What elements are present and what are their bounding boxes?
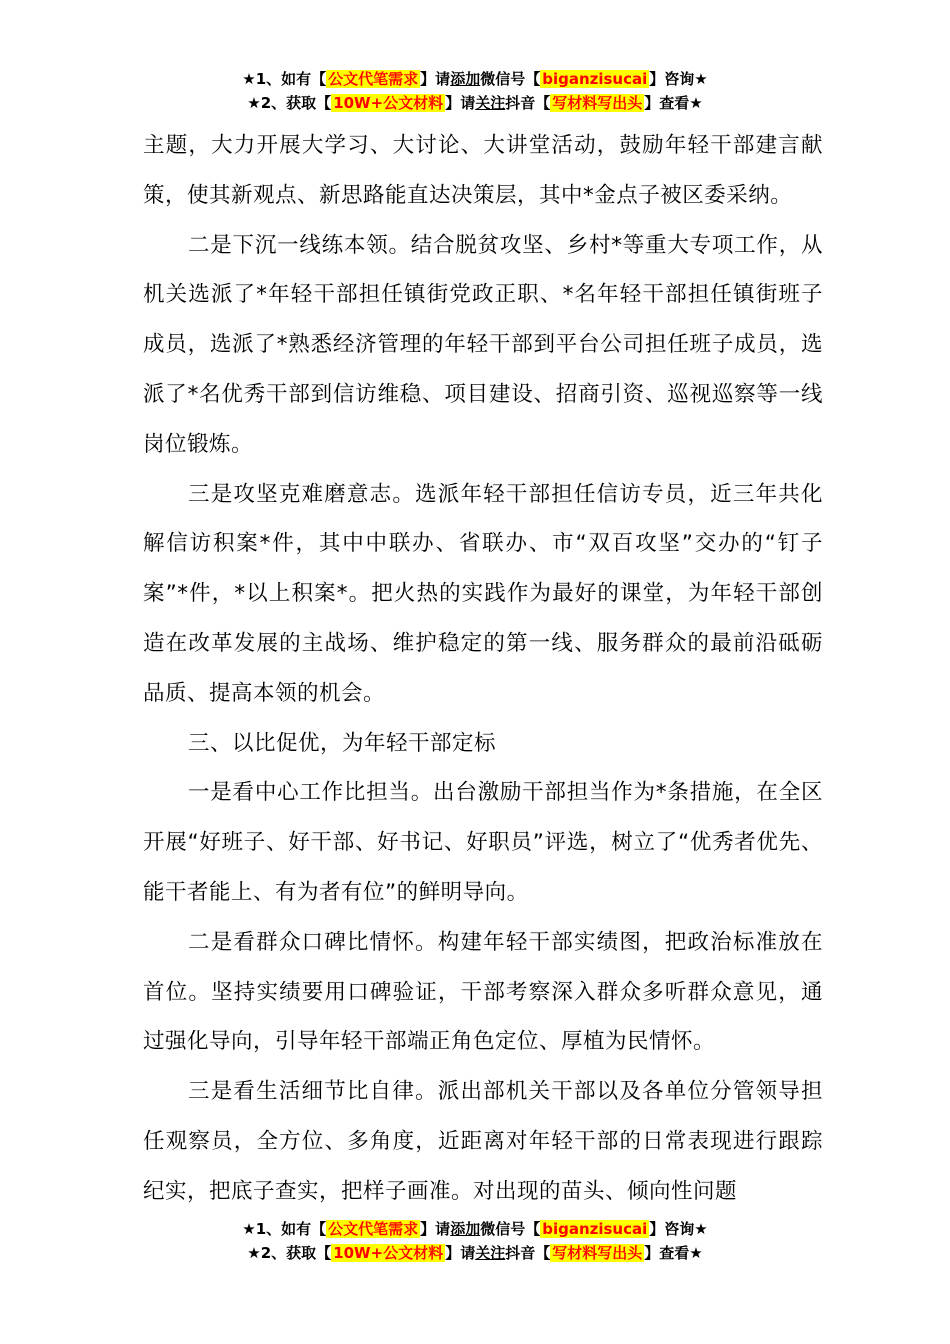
banner-highlight: biganzisucai [542,1220,648,1238]
banner-highlight: 公文代笔需求 [328,1220,419,1238]
banner-text: ★2、获取【 [247,94,332,112]
banner-text: 】请 [420,70,451,88]
banner-highlight: 写材料写出头 [552,1244,643,1262]
banner-underlined: 关注 [475,94,506,112]
banner-line-1 [0,1217,950,1241]
banner-text: ★2、获取【 [247,1244,332,1262]
paragraph: 二是看群众口碑比情怀。构建年轻干部实绩图，把政治标准放在首位。坚持实绩要用口碑验证，干部考察深入群众多听群众意见，通过强化导向，引导年轻干部端正角色定位、厚植为民情怀。 [143,929,823,1055]
banner-text: 微信号【 [480,1220,541,1238]
banner-underlined: 添加 [450,70,481,88]
banner-text: 】请 [445,94,476,112]
paragraph: 三是攻坚克难磨意志。选派年轻干部担任信访专员，近三年共化解信访积案*件，其中中联办、省联办、市“双百攻坚”交办的“钉子案”*件，*以上积案*。把火热的实践作为最好的课堂，为年轻干部创造在改革发展的主战场、维护稳定的第一线、服务群众的最前沿砥砺品质、提高本领的机会。 [143,481,823,706]
document-body [143,121,823,1217]
banner-text: 】查看★ [644,1244,703,1262]
banner-text: ★1、如有【 [242,1220,327,1238]
banner-line-1 [0,67,950,91]
banner-text: 抖音【 [505,1244,551,1262]
banner-highlight: 写材料写出头 [552,94,643,112]
paragraph: 二是下沉一线练本领。结合脱贫攻坚、乡村*等重大专项工作，从机关选派了*年轻干部担任镇街党政正职、*名年轻干部担任镇街班子成员，选派了*熟悉经济管理的年轻干部到平台公司担任班子成员，选派了*名优秀干部到信访维稳、项目建设、招商引资、巡视巡察等一线岗位锻炼。 [143,232,823,457]
banner-text: 抖音【 [505,94,551,112]
banner-highlight: 10W+公文材料 [333,1244,444,1262]
banner-line-2 [0,91,950,115]
banner-highlight: biganzisucai [542,70,648,88]
banner-text: 】咨询★ [649,1220,708,1238]
banner-highlight: 10W+公文材料 [333,94,444,112]
banner-text: 微信号【 [480,70,541,88]
paragraph: 一是看中心工作比担当。出台激励干部担当作为*条措施，在全区开展“好班子、好干部、好书记、好职员”评选，树立了“优秀者优先、能干者能上、有为者有位”的鲜明导向。 [143,780,823,905]
banner-text: 】咨询★ [649,70,708,88]
banner-highlight: 公文代笔需求 [328,70,419,88]
banner-line-2 [0,1241,950,1265]
banner-text: 】查看★ [644,94,703,112]
section-heading: 三、以比促优，为年轻干部定标 [188,730,497,756]
banner-underlined: 关注 [475,1244,506,1262]
paragraph: 三是看生活细节比自律。派出部机关干部以及各单位分管领导担任观察员，全方位、多角度，近距离对年轻干部的日常表现进行跟踪纪实，把底子查实，把样子画准。对出现的苗头、倾向性问题 [143,1079,823,1204]
banner-underlined: 添加 [450,1220,481,1238]
banner-text: 】请 [420,1220,451,1238]
paragraph-continuation: 主题，大力开展大学习、大讨论、大讲堂活动，鼓励年轻干部建言献策，使其新观点、新思路能直达决策层，其中*金点子被区委采纳。 [143,133,823,208]
footer-banner [0,1217,950,1265]
banner-text: 】请 [445,1244,476,1262]
banner-text: ★1、如有【 [242,70,327,88]
header-banner [0,67,950,115]
